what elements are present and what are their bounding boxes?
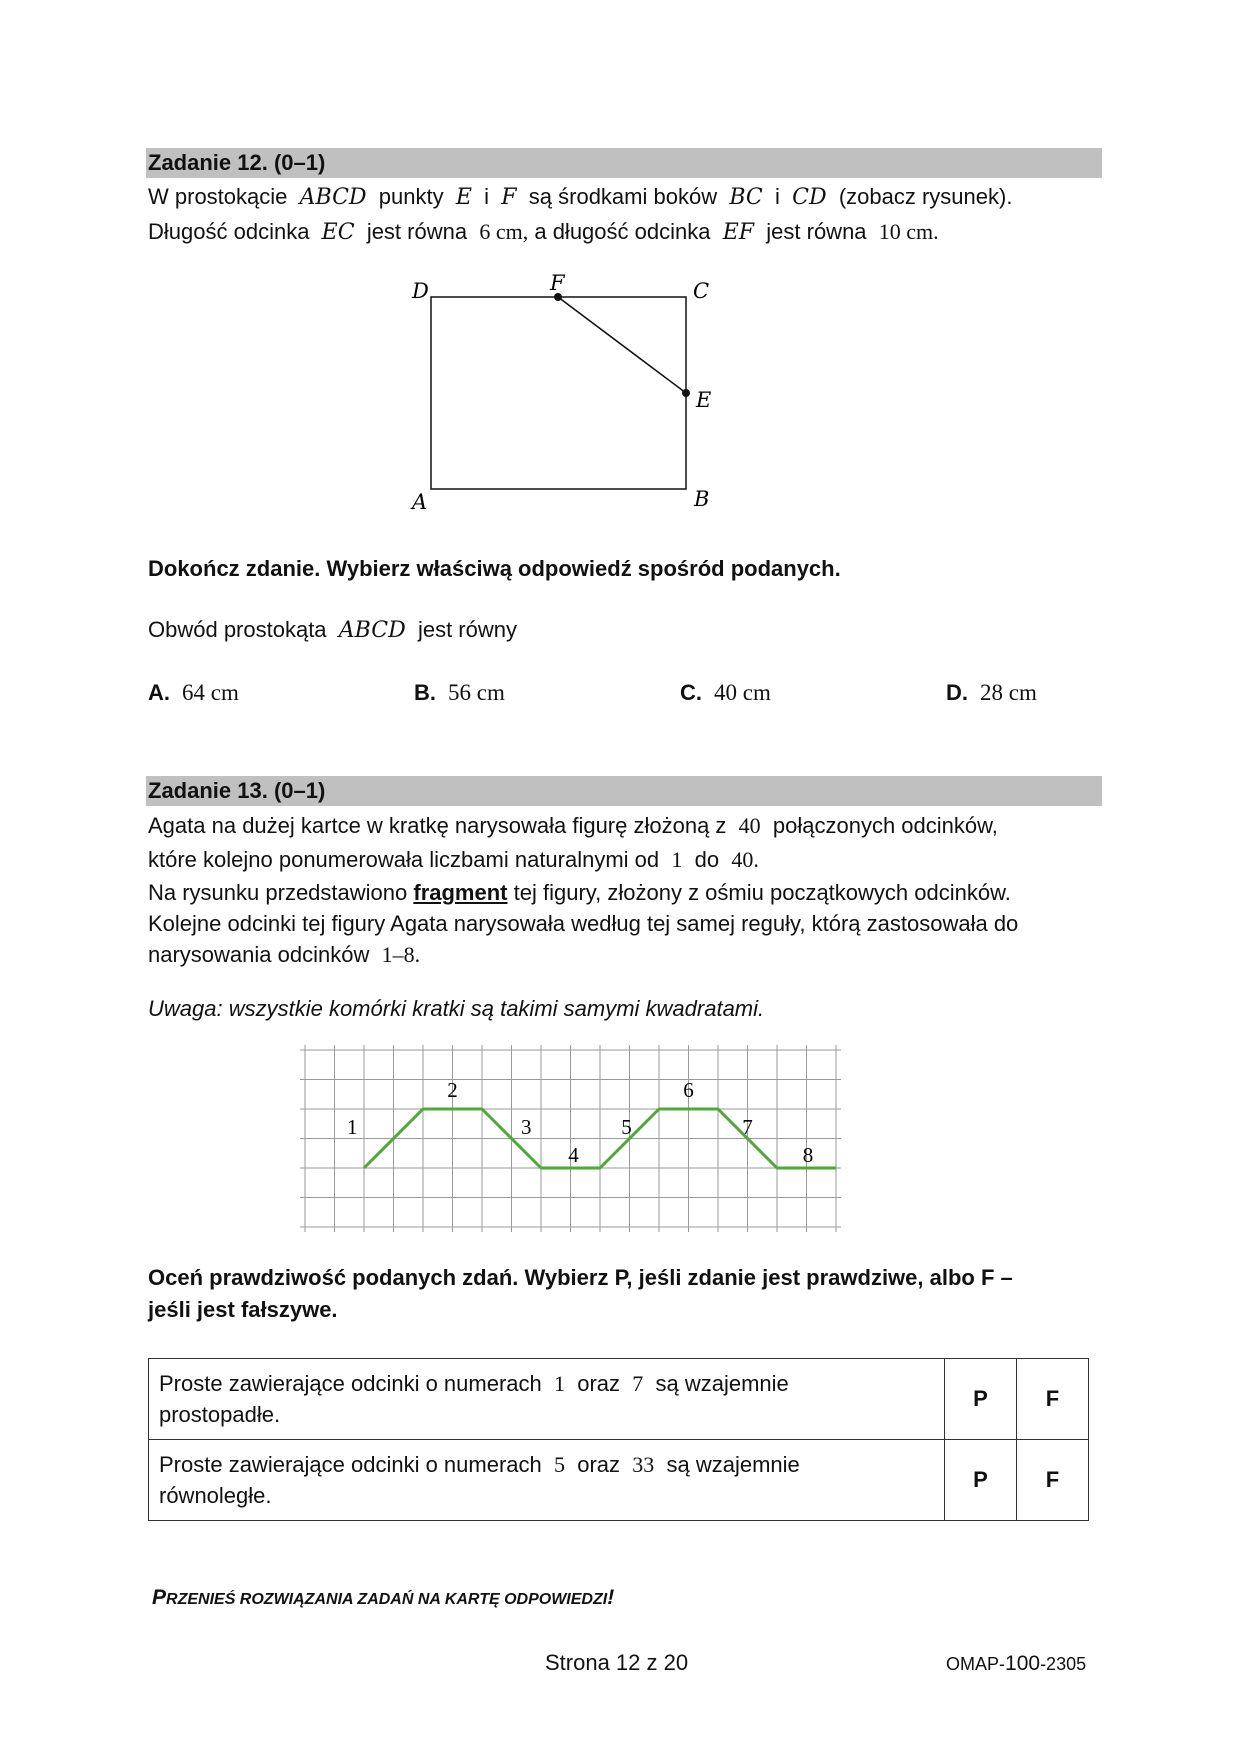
option-a[interactable]: A. 64 cm [148,680,239,705]
segment-ef [558,297,686,393]
task13-note: Uwaga: wszystkie komórki kratki są takimi samymi kwadratami. [148,996,765,1021]
table-row [149,1359,1089,1440]
rectangle-figure [400,265,740,525]
table-row [149,1440,1089,1521]
label-c: C [693,279,710,303]
transfer-answers-note: PRZENIEŚ ROZWIĄZANIA ZADAŃ NA KARTĘ ODPOWIEDZI! [152,1586,615,1609]
segment-label-4: 4 [568,1143,579,1168]
task12-line2: Długość odcinka EC jest równa 6 cm, a długość odcinka EF jest równa 10 cm. [148,219,939,245]
option-d[interactable]: D. 28 cm [946,680,1037,705]
task13-instruction-1: Oceń prawdziwość podanych zdań. Wybierz P, jeśli zdanie jest prawdziwe, albo F – [148,1265,1013,1290]
task13-line3: Na rysunku przedstawiono fragment tej figury, złożony z ośmiu początkowych odcinków. [148,880,1011,905]
label-a: A [412,490,428,514]
statement-1: Proste zawierające odcinki o numerach 1 oraz 7 są wzajemnie prostopadłe. [149,1359,945,1440]
statement-2: Proste zawierające odcinki o numerach 5 oraz 33 są wzajemnie równoległe. [149,1440,945,1521]
segment-labels [347,1078,813,1167]
task12-question: Obwód prostokąta ABCD jest równy [148,617,517,643]
task13-instruction-2: jeśli jest fałszywe. [148,1297,338,1322]
statement-2-f-choice[interactable]: F [1017,1440,1089,1521]
task13-line2: które kolejno ponumerowała liczbami naturalnymi od 1 do 40. [148,847,759,872]
segment-label-2: 2 [447,1078,458,1103]
statement-2-p-choice[interactable]: P [945,1440,1017,1521]
statement-1-p-choice[interactable]: P [945,1359,1017,1440]
segment-label-1: 1 [346,1115,358,1140]
statement-1-f-choice[interactable]: F [1017,1359,1089,1440]
task13-line5: narysowania odcinków 1–8. [148,942,421,967]
option-c[interactable]: C. 40 cm [680,680,771,705]
grid-figure [300,1045,860,1245]
rectangle-abcd [431,297,686,489]
option-b[interactable]: B. 56 cm [414,680,505,705]
label-b: B [694,487,710,511]
task13-header: Zadanie 13. (0–1) [146,776,1102,806]
label-d: D [412,279,429,303]
segment-label-7: 7 [742,1115,753,1140]
grid-lines [300,1045,841,1232]
point-e [682,389,690,397]
label-f: F [550,271,565,295]
task13-line4: Kolejne odcinki tej figury Agata narysowała według tej samej reguły, którą zastosowała do [148,911,1019,936]
segment-label-6: 6 [683,1078,694,1103]
task12-instruction: Dokończ zdanie. Wybierz właściwą odpowiedź spośród podanych. [148,556,841,581]
exam-code: OMAP-100-2305 [946,1652,1087,1675]
segment-label-5: 5 [621,1115,632,1140]
label-e: E [696,388,712,412]
page-number: Strona 12 z 20 [545,1650,689,1675]
task13-line1: Agata na dużej kartce w kratkę narysowała figurę złożoną z 40 połączonych odcinków, [148,813,998,838]
task12-header: Zadanie 12. (0–1) [146,148,1102,178]
task12-line1: W prostokącie ABCD punkty E i F są środkami boków BC i CD (zobacz rysunek). [148,184,1013,210]
true-false-table [148,1358,1089,1521]
segment-label-8: 8 [802,1143,814,1168]
segment-label-3: 3 [521,1115,532,1140]
